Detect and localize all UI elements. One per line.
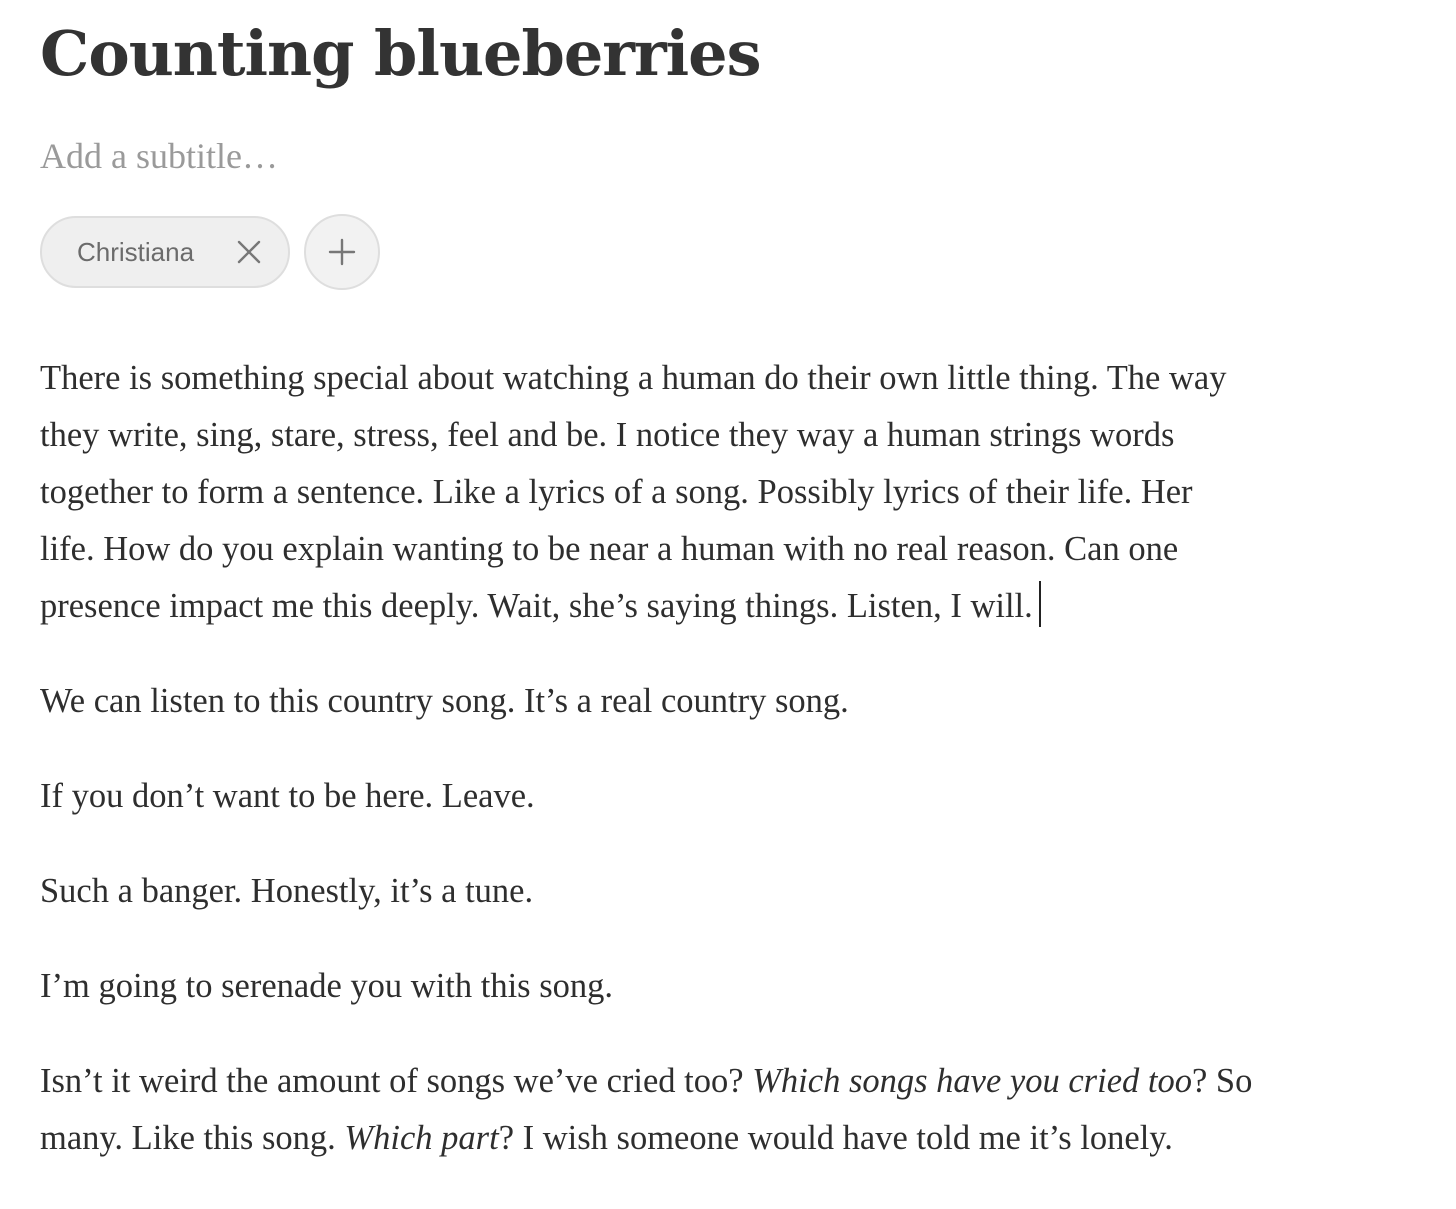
post-editor [40, 0, 1416, 1205]
close-icon[interactable] [236, 239, 262, 265]
paragraph [40, 1053, 1416, 1167]
text-cursor [1039, 581, 1041, 627]
paragraph: If you don’t want to be here. Leave. [40, 777, 535, 815]
add-author-button[interactable] [304, 214, 380, 290]
paragraph: Such a banger. Honestly, it’s a tune. [40, 872, 534, 910]
text-segment: many. Like this song. [40, 1119, 345, 1157]
byline [40, 214, 1416, 290]
paragraph-line-text: presence impact me this deeply. Wait, she’s saying things. Listen, I will. [40, 587, 1033, 625]
paragraph-line: There is something special about watching a human do their own little thing. The way [40, 359, 1227, 397]
paragraph-line [40, 1110, 1416, 1167]
paragraph-line [40, 1053, 1416, 1110]
paragraph: I’m going to serenade you with this song. [40, 967, 614, 1005]
text-segment: ? So [1191, 1062, 1253, 1100]
italic-text: Which part [344, 1119, 499, 1157]
post-body[interactable] [40, 350, 1416, 1167]
paragraph-line-with-cursor [40, 578, 1416, 635]
author-chip[interactable] [40, 216, 290, 288]
close-icon-graphic [237, 240, 261, 264]
paragraph: We can listen to this country song. It’s a real country song. [40, 682, 849, 720]
italic-text: Which songs have you cried too [752, 1062, 1192, 1100]
subtitle-input[interactable]: Add a subtitle… [40, 136, 278, 176]
author-name: Christiana [77, 236, 195, 267]
paragraph-line: together to form a sentence. Like a lyrics of a song. Possibly lyrics of their life. Her [40, 473, 1193, 511]
paragraph [40, 350, 1416, 635]
text-segment: Isn’t it weird the amount of songs we’ve cried too? [40, 1062, 753, 1100]
text-segment: ? I wish someone would have told me it’s lonely. [498, 1119, 1173, 1157]
plus-icon [328, 238, 356, 266]
paragraph-line: they write, sing, stare, stress, feel and be. I notice they way a human strings words [40, 416, 1175, 454]
paragraph-line: life. How do you explain wanting to be near a human with no real reason. Can one [40, 530, 1179, 568]
post-title[interactable]: Counting blueberries [40, 17, 761, 90]
